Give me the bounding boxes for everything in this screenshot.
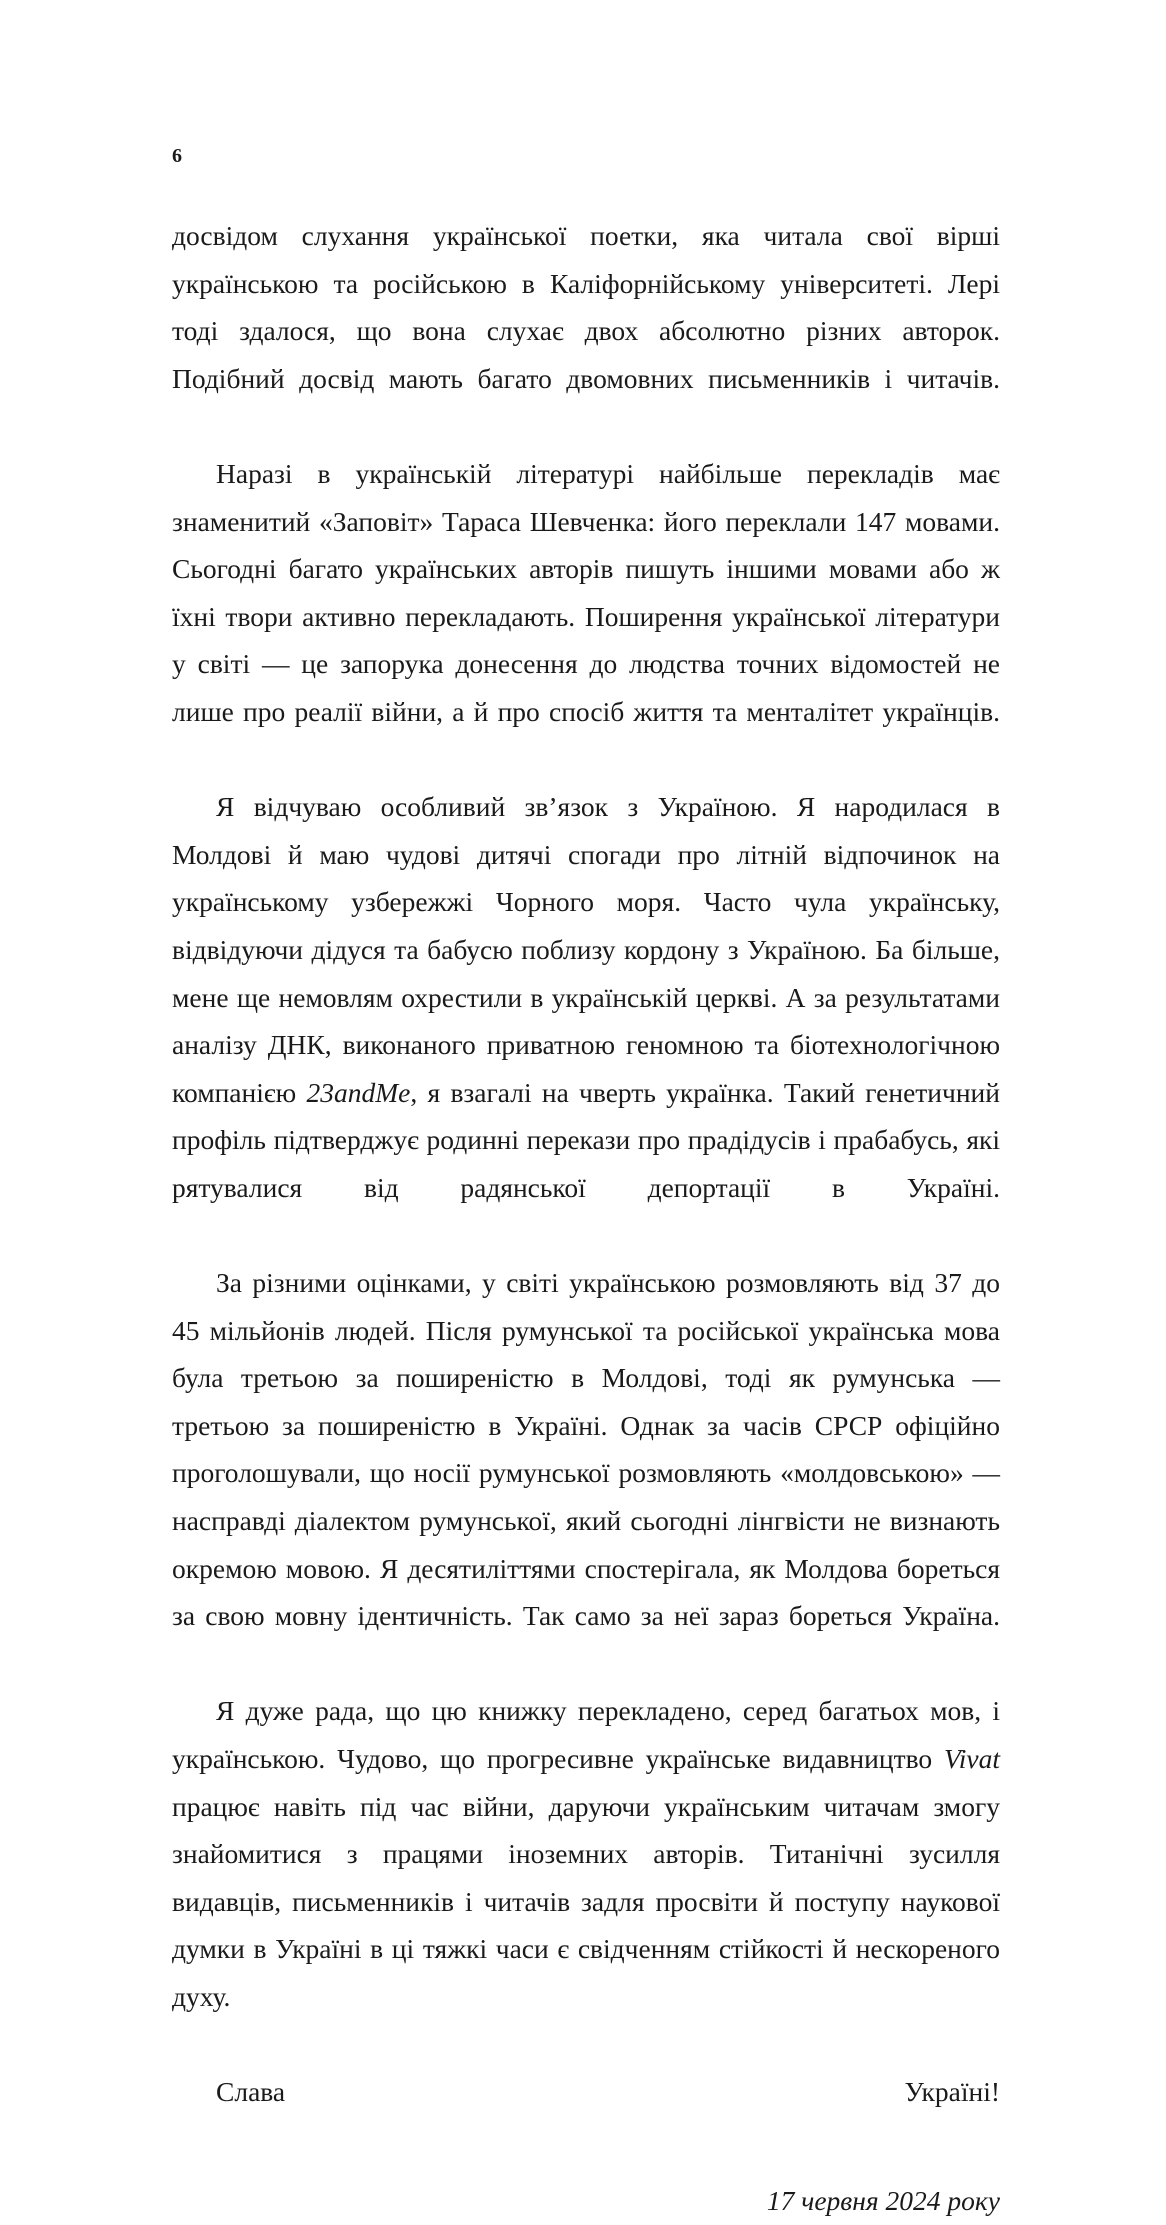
page-number: 6 — [172, 145, 183, 167]
italic-term: 23andMe — [306, 1076, 411, 1108]
paragraph-4: За різними оцінками, у світі українською розмовляють від 37 до 45 мільйонів людей. Після румунської та російської українська мова була третьою за поширеністю в Молдові, тоді як румунська — третьою за поширеністю в Україні. Однак за часів СРСР офіційно проголошували, що носії румунської розмовляють «молдовською» — насправді діалектом румунської, який сьогодні лінгвісти не визнають окремою мовою. Я десятиліттями спостерігала, як Молдова бореться за свою мовну ідентичність. Так само за неї зараз бореться Україна. — [172, 1267, 1000, 1632]
italic-term: Vivat — [944, 1743, 1000, 1774]
paragraph-1: досвідом слухання української поетки, яка читала свої вірші українською та російською в Каліфорнійському університеті. Лері тоді здалося, що вона слухає двох абсолютно різних авторок. Подібний досвід мають багато двомовних письменників і читачів. — [172, 220, 1000, 394]
dateline: 17 червня 2024 року — [766, 2185, 1000, 2217]
body-text-block — [172, 212, 1000, 2225]
paragraph-5: Я дуже рада, що цю книжку перекладено, серед багатьох мов, і українською. Чудово, що прогресивне українське видавництво Vivat працює навіть під час війни, даруючи українським читачам змогу знайомитися з працями іноземних авторів. Титанічні зусилля видавців, письменників і читачів задля просвіти й поступу наукової думки в Україні в ці тяжкі часи є свідченням стійкості й нескореного духу. — [172, 1695, 1000, 2012]
paragraph-3: Я відчуваю особливий зв’язок з Україною. Я народилася в Молдові й маю чудові дитячі спогади про літній відпочинок на українському узбережжі Чорного моря. Часто чула українську, відвідуючи дідуся та бабусю поблизу кордону з Україною. Ба більше, мене ще немовлям охрестили в українській церкві. А за результатами аналізу ДНК, виконаного приватною геномною та біотехнологічною компанією 23andMe, я взагалі на чверть українка. Такий генетичний профіль підтверджує родинні перекази про прадідусів і прабабусь, які рятувалися від радянської депортації в Україні. — [172, 791, 1000, 1203]
paragraph-6-slogan: Слава Україні! — [216, 2076, 1000, 2108]
paragraph-2: Наразі в українській літературі найбільше перекладів має знаменитий «Заповіт» Тараса Шевченка: його переклали 147 мовами. Сьогодні багато українських авторів пишуть іншими мовами або ж їхні твори активно перекладають. Поширення української літератури у світі — це запорука донесення до людства точних відомостей не лише про реалії війни, а й про спосіб життя та менталітет українців. — [172, 457, 1000, 727]
